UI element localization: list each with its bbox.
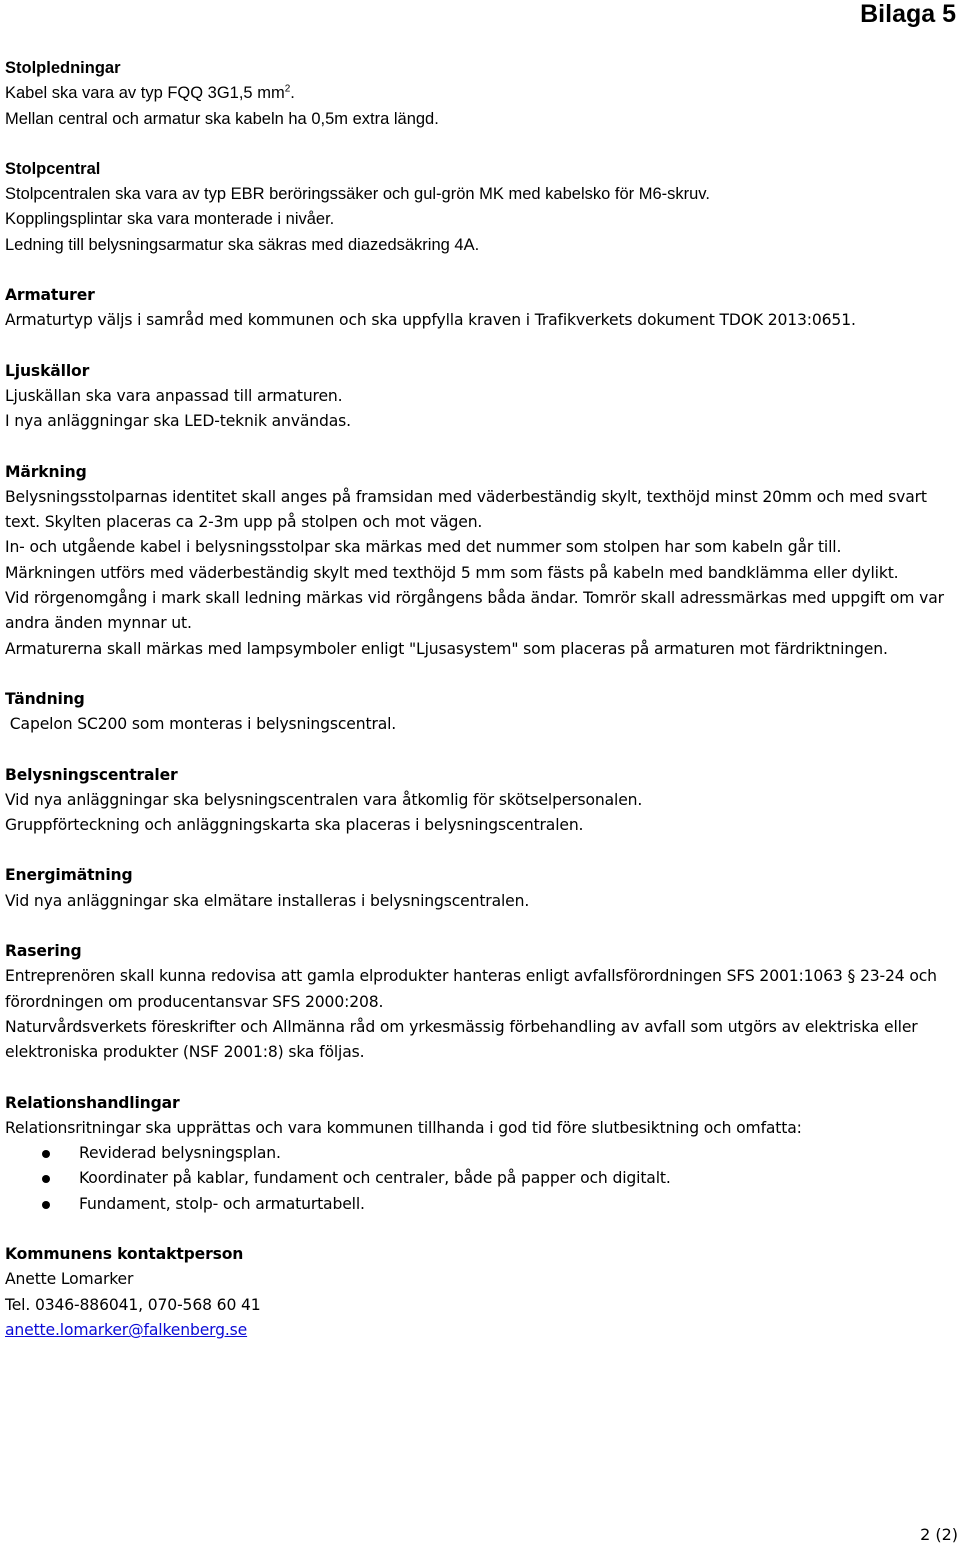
section-armaturer (5, 283, 957, 334)
contact-email-link[interactable]: anette.lomarker@falkenberg.se (5, 1320, 248, 1339)
heading-relationshandlingar: Relationshandlingar (5, 1093, 180, 1112)
section-energimatning (5, 863, 957, 914)
paragraph: Märkningen utförs med väderbeständig skylt med texthöjd 5 mm som fästs på kabeln med bandklämma eller dylikt. (5, 563, 899, 582)
heading-rasering: Rasering (5, 942, 82, 961)
page-number: 2 (2) (920, 1525, 958, 1544)
text-line: Stolpcentralen ska vara av typ EBR beröringssäker och gul-grön MK med kabelsko för M6-skruv. (5, 185, 710, 204)
section-kontakt (5, 1242, 957, 1343)
section-rasering (5, 939, 957, 1065)
paragraph: Belysningsstolparnas identitet skall anges på framsidan med väderbeständig skylt, texthöjd minst 20mm och med svart text. Skylten placeras ca 2-3m upp på stolpen och mot vägen. (5, 487, 927, 532)
heading-stolpledningar: Stolpledningar (5, 59, 121, 77)
text-line: Vid nya anläggningar ska elmätare installeras i belysningscentralen. (5, 891, 530, 910)
paragraph: Vid rörgenomgång i mark skall ledning märkas vid rörgångens båda ändar. Tomrör skall adressmärkas med uppgift om var andra änden mynnar ut. (5, 589, 944, 633)
text-extra-length: Mellan central och armatur ska kabeln ha 0,5m extra längd. (5, 109, 439, 128)
paragraph: Naturvårdsverkets föreskrifter och Allmänna råd om yrkesmässig förbehandling av avfall som utgörs av elektriska eller elektroniska produkter (NSF 2001:8) ska följas. (5, 1017, 918, 1062)
bullet-list (5, 1141, 957, 1217)
text-line: Armaturtyp väljs i samråd med kommunen och ska uppfylla kraven i Trafikverkets dokument TDOK 2013:0651. (5, 311, 856, 330)
text-line: Gruppförteckning och anläggningskarta ska placeras i belysningscentralen. (5, 816, 584, 835)
heading-kontakt: Kommunens kontaktperson (5, 1244, 244, 1263)
paragraph: In- och utgående kabel i belysningsstolpar ska märkas med det nummer som stolpen har som kabeln går till. (5, 538, 842, 557)
contact-phone: Tel. 0346-886041, 070-568 60 41 (5, 1295, 261, 1314)
section-markning (5, 460, 957, 662)
list-item: Koordinater på kablar, fundament och centraler, både på papper och digitalt. (5, 1166, 957, 1191)
section-relationshandlingar (5, 1091, 957, 1217)
text-line: Relationsritningar ska upprättas och vara kommunen tillhanda i god tid före slutbesiktning och omfatta: (5, 1118, 802, 1137)
text-cable-type: Kabel ska vara av typ FQQ 3G1,5 $mm^2$. (5, 83, 295, 103)
list-item: Fundament, stolp- och armaturtabell. (5, 1192, 957, 1217)
contact-name: Anette Lomarker (5, 1270, 134, 1289)
section-stolpcentral (5, 157, 957, 258)
heading-markning: Märkning (5, 462, 87, 481)
heading-belysningscentraler: Belysningscentraler (5, 765, 178, 784)
paragraph: Entreprenören skall kunna redovisa att gamla elprodukter hanteras enligt avfallsförordningen SFS 2001:1063 § 23-24 och förordningen om producentansvar SFS 2000:208. (5, 967, 937, 1011)
appendix-label: Bilaga 5 (860, 0, 956, 28)
text-line: I nya anläggningar ska LED-teknik användas. (5, 412, 351, 431)
heading-ljuskallor: Ljuskällor (5, 361, 90, 380)
text-line: Capelon SC200 som monteras i belysningscentral. (5, 715, 397, 734)
section-tandning (5, 687, 957, 738)
bullet-icon (42, 1201, 50, 1209)
paragraph: Armaturerna skall märkas med lampsymboler enligt "Ljusasystem" som placeras på armaturen mot färdriktningen. (5, 639, 888, 658)
list-item: Reviderad belysningsplan. (5, 1141, 957, 1166)
bullet-icon (42, 1150, 50, 1158)
text-line: Vid nya anläggningar ska belysningscentralen vara åtkomlig för skötselpersonalen. (5, 790, 643, 809)
section-belysningscentraler (5, 763, 957, 839)
text-line: Ljuskällan ska vara anpassad till armaturen. (5, 386, 343, 405)
heading-energimatning: Energimätning (5, 866, 133, 885)
document-body (5, 56, 957, 1368)
bullet-icon (42, 1175, 50, 1183)
section-ljuskallor (5, 359, 957, 435)
heading-tandning: Tändning (5, 689, 85, 708)
text-line: Kopplingsplintar ska vara monterade i nivåer. (5, 210, 335, 229)
heading-stolpcentral: Stolpcentral (5, 159, 101, 178)
heading-armaturer: Armaturer (5, 286, 95, 305)
text-line: Ledning till belysningsarmatur ska säkras med diazedsäkring 4A. (5, 235, 480, 254)
section-stolpledningar (5, 56, 957, 132)
